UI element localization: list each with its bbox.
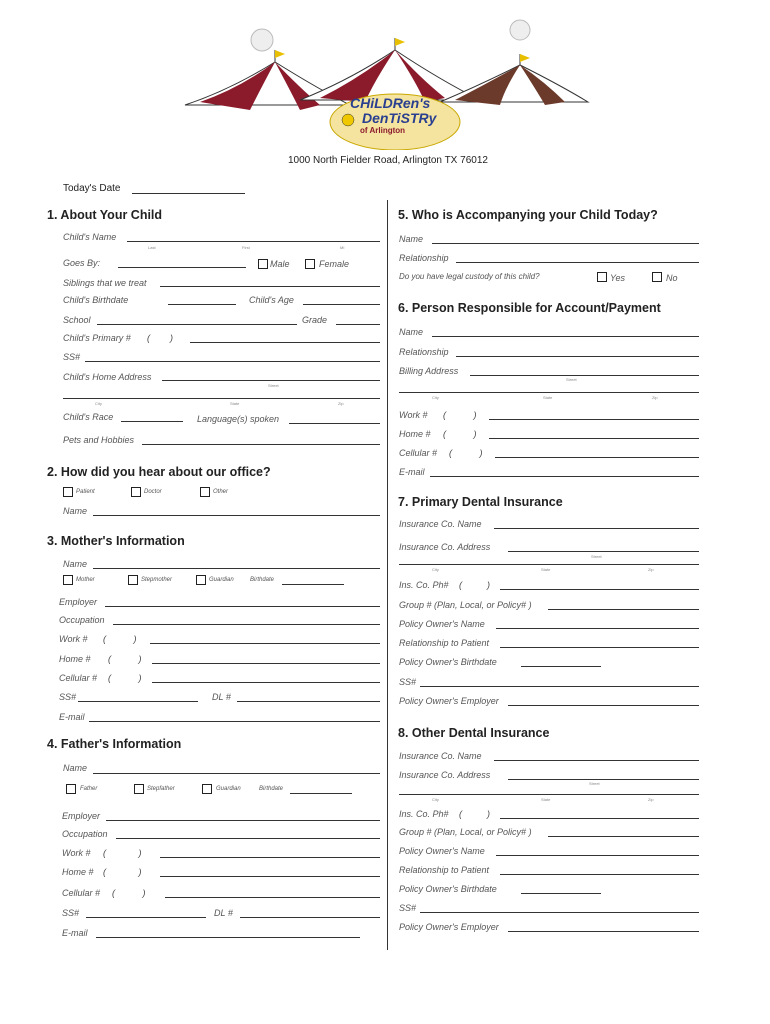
- accompany-relationship-field[interactable]: [456, 262, 699, 263]
- mother-employer-field[interactable]: [105, 606, 380, 607]
- sub-zip: Zip: [338, 401, 344, 406]
- custody-question: Do you have legal custody of this child?: [399, 272, 540, 281]
- billing-sub-city: City: [432, 395, 439, 400]
- mother-occupation-label: Occupation: [59, 615, 105, 625]
- section5-title: 5. Who is Accompanying your Child Today?: [398, 208, 658, 222]
- sub-mi: MI: [340, 245, 345, 250]
- father-ss-field[interactable]: [86, 917, 206, 918]
- ss-field[interactable]: [85, 361, 380, 362]
- ins2-address-line2[interactable]: [399, 794, 699, 795]
- mother-work-area: ( ): [103, 634, 137, 644]
- todays-date-label: Today's Date: [63, 183, 121, 194]
- ins2-group-field[interactable]: [548, 836, 699, 837]
- custody-no-label: No: [666, 273, 678, 283]
- race-field[interactable]: [121, 421, 183, 422]
- sub-last: Last: [148, 245, 156, 250]
- billing-sub-zip: Zip: [652, 395, 658, 400]
- father-birthdate-label: Birthdate: [259, 786, 284, 792]
- custody-yes-checkbox[interactable]: [597, 272, 607, 282]
- section1-title: 1. About Your Child: [47, 208, 163, 222]
- office-address: 1000 North Fielder Road, Arlington TX 76012: [288, 155, 488, 166]
- billing-sub-state: State: [543, 395, 553, 400]
- ins1-sub-street: Street: [591, 554, 602, 559]
- mother-cellular-area: ( ): [108, 673, 142, 683]
- father-work-label: Work #: [62, 848, 91, 858]
- mother-name-field[interactable]: [93, 568, 380, 569]
- age-field[interactable]: [303, 304, 380, 305]
- ins2-owner-name-label: Policy Owner's Name: [399, 846, 485, 856]
- father-name-field[interactable]: [93, 773, 380, 774]
- mother-ss-label: SS#: [59, 692, 77, 702]
- ins2-owner-name-field[interactable]: [496, 855, 699, 856]
- mother-employer-label: Employer: [59, 597, 98, 607]
- ins2-sub-zip: Zip: [648, 797, 654, 802]
- language-label: Language(s) spoken: [197, 414, 280, 424]
- father-birthdate-field[interactable]: [290, 793, 352, 794]
- section6-title: 6. Person Responsible for Account/Payment: [398, 301, 661, 315]
- logo-text-line1: CHiLDRen's: [350, 95, 431, 111]
- female-checkbox[interactable]: [305, 259, 315, 269]
- mother-home-area: ( ): [108, 654, 142, 664]
- column-divider: [387, 200, 388, 950]
- mother-home-field[interactable]: [152, 663, 380, 664]
- responsible-relationship-field[interactable]: [456, 356, 699, 357]
- father-guardian-label: Guardian: [216, 786, 241, 792]
- father-home-label: Home #: [62, 867, 94, 877]
- father-dl-label: DL #: [214, 908, 233, 918]
- mother-occupation-field[interactable]: [113, 624, 380, 625]
- responsible-work-label: Work #: [399, 410, 428, 420]
- responsible-cellular-area: ( ): [449, 448, 483, 458]
- mother-work-label: Work #: [59, 634, 88, 644]
- accompany-name-field[interactable]: [432, 243, 699, 244]
- sub-first: First: [242, 245, 250, 250]
- ins1-ph-field[interactable]: [500, 589, 699, 590]
- responsible-home-label: Home #: [399, 429, 431, 439]
- ins2-sub-state: State: [541, 797, 551, 802]
- pets-field[interactable]: [142, 444, 380, 445]
- mother-checkbox[interactable]: [63, 575, 73, 585]
- patient-label: Patient: [76, 489, 95, 495]
- siblings-label: Siblings that we treat: [63, 278, 147, 288]
- accompany-name-label: Name: [399, 234, 424, 244]
- childs-name-label: Child's Name: [63, 232, 117, 242]
- ins2-name-label: Insurance Co. Name: [399, 751, 482, 761]
- age-label: Child's Age: [249, 295, 294, 305]
- father-work-area: ( ): [103, 848, 142, 858]
- goes-by-field[interactable]: [118, 267, 246, 268]
- responsible-name-field[interactable]: [432, 336, 699, 337]
- grade-field[interactable]: [336, 324, 380, 325]
- mother-email-field[interactable]: [89, 721, 380, 722]
- responsible-work-field[interactable]: [489, 419, 699, 420]
- ins1-owner-birthdate-field[interactable]: [521, 666, 601, 667]
- mother-home-label: Home #: [59, 654, 91, 664]
- section4-title: 4. Father's Information: [47, 737, 182, 751]
- language-field[interactable]: [289, 423, 380, 424]
- home-address-line2[interactable]: [63, 398, 380, 399]
- ins1-ph-area: ( ): [459, 580, 490, 590]
- goes-by-label: Goes By:: [63, 258, 101, 268]
- pets-label: Pets and Hobbies: [63, 435, 135, 445]
- father-home-field[interactable]: [160, 876, 380, 877]
- section8-title: 8. Other Dental Insurance: [398, 726, 550, 740]
- ins1-relationship-field[interactable]: [500, 647, 699, 648]
- ins1-owner-employer-label: Policy Owner's Employer: [399, 696, 499, 706]
- ins1-ph-label: Ins. Co. Ph#: [399, 580, 449, 590]
- section7-title: 7. Primary Dental Insurance: [398, 495, 563, 509]
- male-checkbox[interactable]: [258, 259, 268, 269]
- grade-label: Grade: [302, 315, 328, 325]
- father-occupation-field[interactable]: [116, 838, 380, 839]
- ins1-name-label: Insurance Co. Name: [399, 519, 482, 529]
- ins1-owner-birthdate-label: Policy Owner's Birthdate: [399, 657, 497, 667]
- school-label: School: [63, 315, 91, 325]
- father-guardian-checkbox[interactable]: [202, 784, 212, 794]
- father-employer-field[interactable]: [106, 820, 380, 821]
- home-address-label: Child's Home Address: [63, 372, 152, 382]
- ins2-address-label: Insurance Co. Address: [399, 770, 491, 780]
- siblings-field[interactable]: [160, 286, 380, 287]
- logo-text-line2: DenTiSTRy: [362, 110, 437, 126]
- mother-guardian-checkbox[interactable]: [196, 575, 206, 585]
- father-cellular-area: ( ): [112, 888, 146, 898]
- mother-guardian-label: Guardian: [209, 577, 234, 583]
- ins2-owner-employer-field[interactable]: [508, 931, 699, 932]
- stepmother-checkbox[interactable]: [128, 575, 138, 585]
- responsible-cellular-label: Cellular #: [399, 448, 438, 458]
- ins2-relationship-field[interactable]: [500, 874, 699, 875]
- mother-work-field[interactable]: [150, 643, 380, 644]
- ins1-ss-label: SS#: [399, 677, 417, 687]
- billing-address-line2[interactable]: [399, 392, 699, 393]
- sub-city: City: [95, 401, 102, 406]
- stepfather-checkbox[interactable]: [134, 784, 144, 794]
- father-email-label: E-mail: [62, 928, 88, 938]
- father-occupation-label: Occupation: [62, 829, 108, 839]
- ins1-sub-state: State: [541, 567, 551, 572]
- sub-state: State: [230, 401, 240, 406]
- todays-date-field[interactable]: [132, 193, 245, 194]
- father-employer-label: Employer: [62, 811, 101, 821]
- father-check-label: Father: [80, 786, 98, 792]
- ins2-name-field[interactable]: [494, 760, 699, 761]
- ins1-address-line2[interactable]: [399, 564, 699, 565]
- ins2-ss-label: SS#: [399, 903, 417, 913]
- responsible-email-field[interactable]: [430, 476, 699, 477]
- ss-label: SS#: [63, 352, 81, 362]
- father-work-field[interactable]: [160, 857, 380, 858]
- ins1-sub-zip: Zip: [648, 567, 654, 572]
- ins1-ss-field[interactable]: [420, 686, 699, 687]
- responsible-work-area: ( ): [443, 410, 477, 420]
- ins2-owner-employer-label: Policy Owner's Employer: [399, 922, 499, 932]
- ins2-ph-field[interactable]: [500, 818, 699, 819]
- father-checkbox[interactable]: [66, 784, 76, 794]
- female-label: Female: [319, 259, 350, 269]
- mother-birthdate-field[interactable]: [282, 584, 344, 585]
- referral-name-label: Name: [63, 506, 88, 516]
- custody-yes-label: Yes: [610, 273, 626, 283]
- logo-text-line3: of Arlington: [360, 126, 406, 135]
- section3-title: 3. Mother's Information: [47, 534, 185, 548]
- mother-email-label: E-mail: [59, 712, 85, 722]
- primary-field[interactable]: [190, 342, 380, 343]
- responsible-home-area: ( ): [443, 429, 477, 439]
- other-label: Other: [213, 489, 229, 495]
- father-home-area: ( ): [103, 867, 142, 877]
- childs-name-field[interactable]: [127, 241, 380, 242]
- ins2-ph-area: ( ): [459, 809, 490, 819]
- mother-cellular-field[interactable]: [152, 682, 380, 683]
- stepfather-label: Stepfather: [147, 786, 175, 792]
- responsible-home-field[interactable]: [489, 438, 699, 439]
- birthdate-label: Child's Birthdate: [63, 295, 129, 305]
- father-cellular-label: Cellular #: [62, 888, 101, 898]
- ins1-name-field[interactable]: [494, 528, 699, 529]
- patient-checkbox[interactable]: [63, 487, 73, 497]
- mother-dl-label: DL #: [212, 692, 231, 702]
- ins1-address-field[interactable]: [508, 551, 699, 552]
- ins1-owner-name-label: Policy Owner's Name: [399, 619, 485, 629]
- stepmother-label: Stepmother: [141, 577, 173, 583]
- billing-address-label: Billing Address: [399, 366, 459, 376]
- ins2-ph-label: Ins. Co. Ph#: [399, 809, 449, 819]
- father-dl-field[interactable]: [240, 917, 380, 918]
- section2-title: 2. How did you hear about our office?: [47, 465, 271, 479]
- father-name-label: Name: [63, 763, 88, 773]
- sub-street: Street: [268, 383, 279, 388]
- father-ss-label: SS#: [62, 908, 80, 918]
- doctor-label: Doctor: [144, 489, 162, 495]
- mother-name-label: Name: [63, 559, 88, 569]
- ins1-sub-city: City: [432, 567, 439, 572]
- ins1-group-label: Group # (Plan, Local, or Policy# ): [399, 600, 532, 610]
- billing-sub-street: Street: [566, 377, 577, 382]
- ins2-ss-field[interactable]: [420, 912, 699, 913]
- ins1-relationship-label: Relationship to Patient: [399, 638, 490, 648]
- billing-address-field[interactable]: [470, 375, 699, 376]
- ins2-owner-birthdate-field[interactable]: [521, 893, 601, 894]
- ins1-address-label: Insurance Co. Address: [399, 542, 491, 552]
- ins2-owner-birthdate-label: Policy Owner's Birthdate: [399, 884, 497, 894]
- custody-no-checkbox[interactable]: [652, 272, 662, 282]
- mother-dl-field[interactable]: [237, 701, 380, 702]
- other-checkbox[interactable]: [200, 487, 210, 497]
- accompany-relationship-label: Relationship: [399, 253, 449, 263]
- mother-birthdate-label: Birthdate: [250, 577, 275, 583]
- doctor-checkbox[interactable]: [131, 487, 141, 497]
- ins2-sub-city: City: [432, 797, 439, 802]
- ins1-owner-employer-field[interactable]: [508, 705, 699, 706]
- ins2-address-field[interactable]: [508, 779, 699, 780]
- ins2-group-label: Group # (Plan, Local, or Policy# ): [399, 827, 532, 837]
- father-cellular-field[interactable]: [165, 897, 380, 898]
- father-email-field[interactable]: [96, 937, 360, 938]
- primary-area-code: ( ): [147, 333, 173, 343]
- responsible-cellular-field[interactable]: [495, 457, 699, 458]
- mother-cellular-label: Cellular #: [59, 673, 98, 683]
- ins1-owner-name-field[interactable]: [496, 628, 699, 629]
- referral-name-field[interactable]: [93, 515, 380, 516]
- primary-label: Child's Primary #: [63, 333, 131, 343]
- ins1-group-field[interactable]: [548, 609, 699, 610]
- race-label: Child's Race: [63, 412, 114, 422]
- responsible-relationship-label: Relationship: [399, 347, 449, 357]
- mother-check-label: Mother: [76, 577, 95, 583]
- responsible-name-label: Name: [399, 327, 424, 337]
- birthdate-field[interactable]: [168, 304, 236, 305]
- ins2-sub-street: Street: [589, 781, 600, 786]
- mother-ss-field[interactable]: [78, 701, 198, 702]
- school-field[interactable]: [97, 324, 297, 325]
- home-address-field[interactable]: [162, 380, 380, 381]
- responsible-email-label: E-mail: [399, 467, 425, 477]
- male-label: Male: [270, 259, 290, 269]
- ins2-relationship-label: Relationship to Patient: [399, 865, 490, 875]
